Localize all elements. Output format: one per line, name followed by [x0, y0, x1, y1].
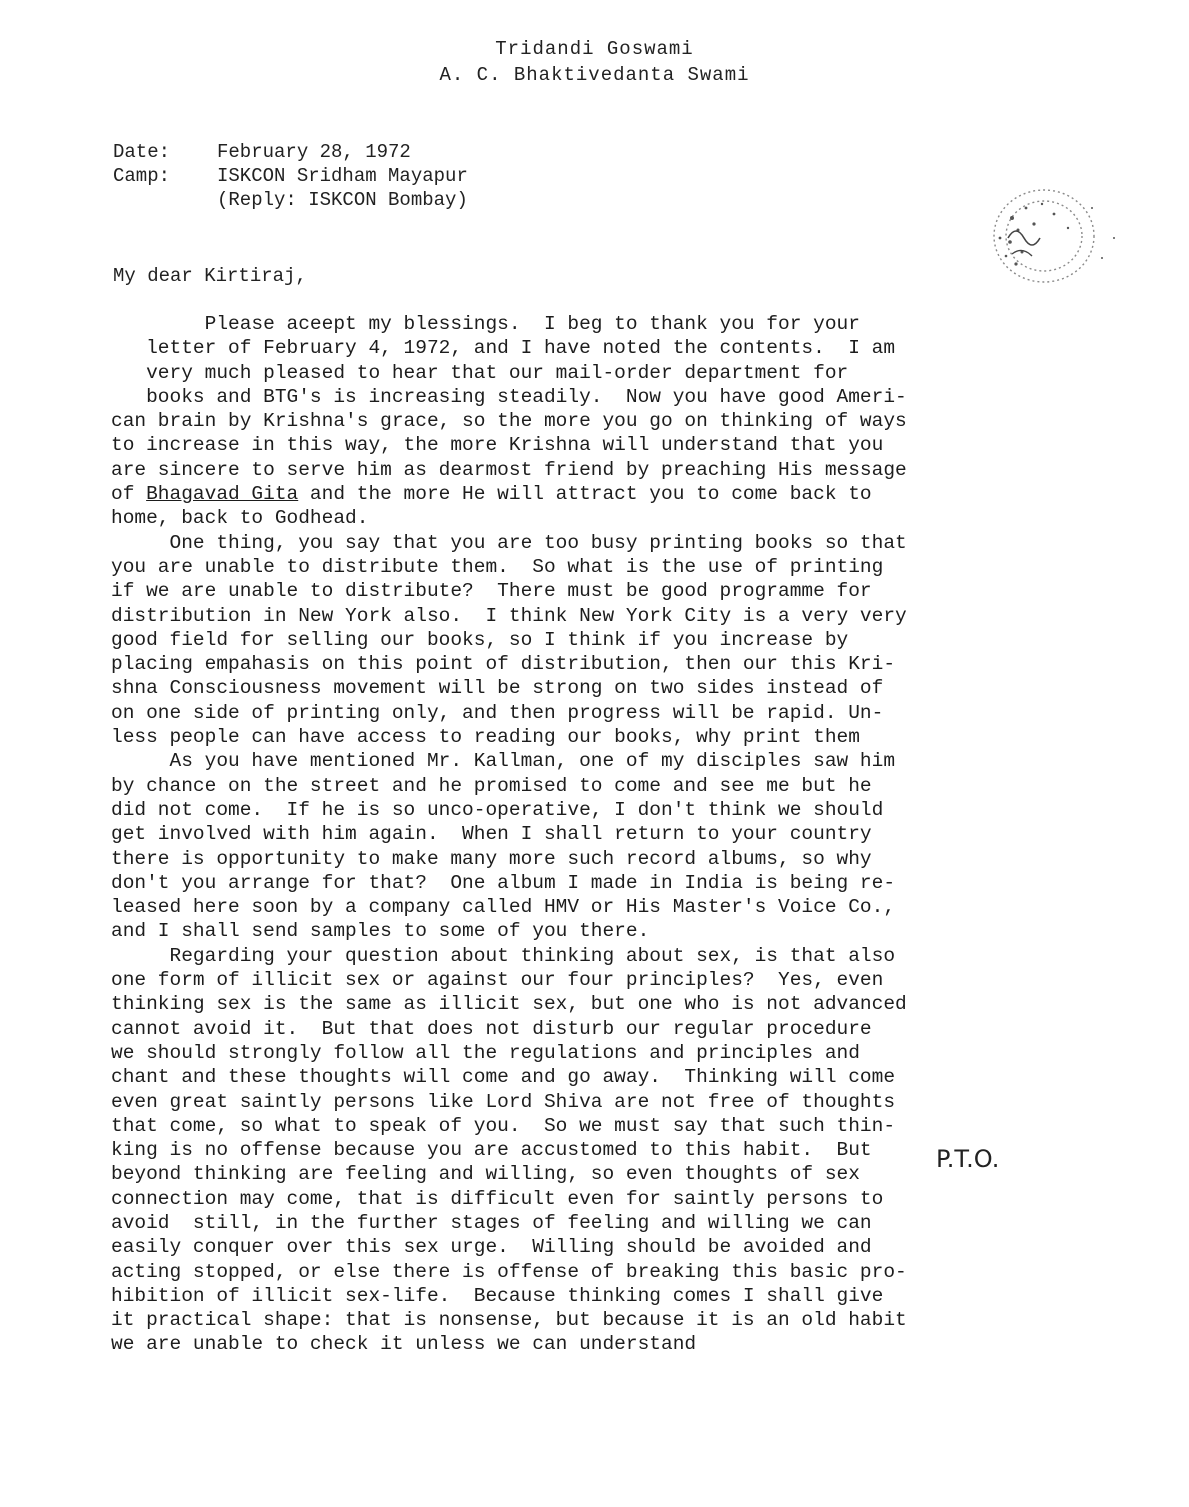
pto-mark: P.T.O. [936, 1145, 1000, 1173]
body-line: cannot avoid it. But that does not disturb our regular procedure [111, 1017, 872, 1040]
body-line: less people can have access to reading our books, why print them [111, 726, 860, 749]
body-line: avoid still, in the further stages of feeling and willing we can [111, 1211, 872, 1234]
body-line: letter of February 4, 1972, and I have noted the contents. I am [111, 337, 896, 360]
body-line: and I shall send samples to some of you there. [111, 920, 650, 943]
body-line: hibition of illicit sex-life. Because thinking comes I shall give [111, 1284, 884, 1307]
body-line: Please aceept my blessings. I beg to thank you for your [111, 313, 860, 335]
body-line: we should strongly follow all the regulations and principles and [111, 1041, 860, 1064]
camp-line [113, 165, 468, 187]
ink-stamp-seal [982, 168, 1132, 298]
body-line: to increase in this way, the more Krishna will understand that you [111, 434, 884, 457]
body-line: of Bhagavad Gita and the more He will attract you to come back to [111, 483, 872, 506]
date-label: Date: [113, 141, 171, 163]
body-line: don't you arrange for that? One album I made in India is being re- [111, 871, 896, 894]
body-line: get involved with him again. When I shall return to your country [111, 823, 872, 846]
reply-line [113, 189, 468, 211]
body-line: did not come. If he is so unco-operative, I don't think we should [111, 798, 884, 821]
body-line: one form of illicit sex or against our four principles? Yes, even [111, 969, 884, 992]
body-line: thinking sex is the same as illicit sex, but one who is not advanced [111, 993, 907, 1016]
body-line: you are unable to distribute them. So what is the use of printing [111, 555, 884, 578]
date-value: February 28, 1972 [217, 141, 411, 163]
salutation: My dear Kirtiraj, [113, 265, 307, 287]
camp-value: ISKCON Sridham Mayapur [217, 165, 468, 187]
body-line: home, back to Godhead. [111, 507, 369, 530]
body-line: Regarding your question about thinking about sex, is that also [111, 944, 896, 967]
letterhead-title: Tridandi Goswami [495, 38, 694, 60]
body-line: we are unable to check it unless we can understand [111, 1333, 697, 1356]
body-line: king is no offense because you are accustomed to this habit. But [111, 1139, 872, 1162]
body-line: As you have mentioned Mr. Kallman, one of my disciples saw him [111, 750, 896, 773]
body-line: books and BTG's is increasing steadily. Now you have good Ameri- [111, 385, 907, 408]
reply-value: (Reply: ISKCON Bombay) [217, 189, 468, 211]
body-line: by chance on the street and he promised to come and see me but he [111, 774, 872, 797]
body-line: it practical shape: that is nonsense, but because it is an old habit [111, 1309, 907, 1332]
body-line: beyond thinking are feeling and willing, so even thoughts of sex [111, 1163, 860, 1186]
letterhead-name: A. C. Bhaktivedanta Swami [439, 64, 750, 86]
body-line: easily conquer over this sex urge. Willing should be avoided and [111, 1236, 872, 1259]
body-line: on one side of printing only, and then progress will be rapid. Un- [111, 701, 884, 724]
date-line [113, 141, 411, 163]
body-line: even great saintly persons like Lord Shiva are not free of thoughts [111, 1090, 896, 1113]
body-line: acting stopped, or else there is offense of breaking this basic pro- [111, 1260, 907, 1283]
camp-label: Camp: [113, 165, 171, 187]
body-line: are sincere to serve him as dearmost friend by preaching His message [111, 458, 907, 481]
body-line: distribution in New York also. I think New York City is a very very [111, 604, 907, 627]
body-line: shna Consciousness movement will be strong on two sides instead of [111, 677, 884, 700]
body-line: One thing, you say that you are too busy printing books so that [111, 531, 907, 554]
body-line: leased here soon by a company called HMV or His Master's Voice Co., [111, 896, 896, 919]
body-line: if we are unable to distribute? There must be good programme for [111, 580, 872, 603]
body-line: connection may come, that is difficult even for saintly persons to [111, 1187, 884, 1210]
body-line: that come, so what to speak of you. So we must say that such thin- [111, 1114, 896, 1137]
body-line: placing empahasis on this point of distribution, then our this Kri- [111, 653, 896, 676]
body-line: chant and these thoughts will come and go away. Thinking will come [111, 1066, 896, 1089]
letter-body [111, 312, 1151, 1357]
body-line: very much pleased to hear that our mail-order department for [111, 361, 849, 384]
body-line: good field for selling our books, so I think if you increase by [111, 628, 849, 651]
body-line: there is opportunity to make many more such record albums, so why [111, 847, 872, 870]
body-line: can brain by Krishna's grace, so the more you go on thinking of ways [111, 410, 907, 433]
